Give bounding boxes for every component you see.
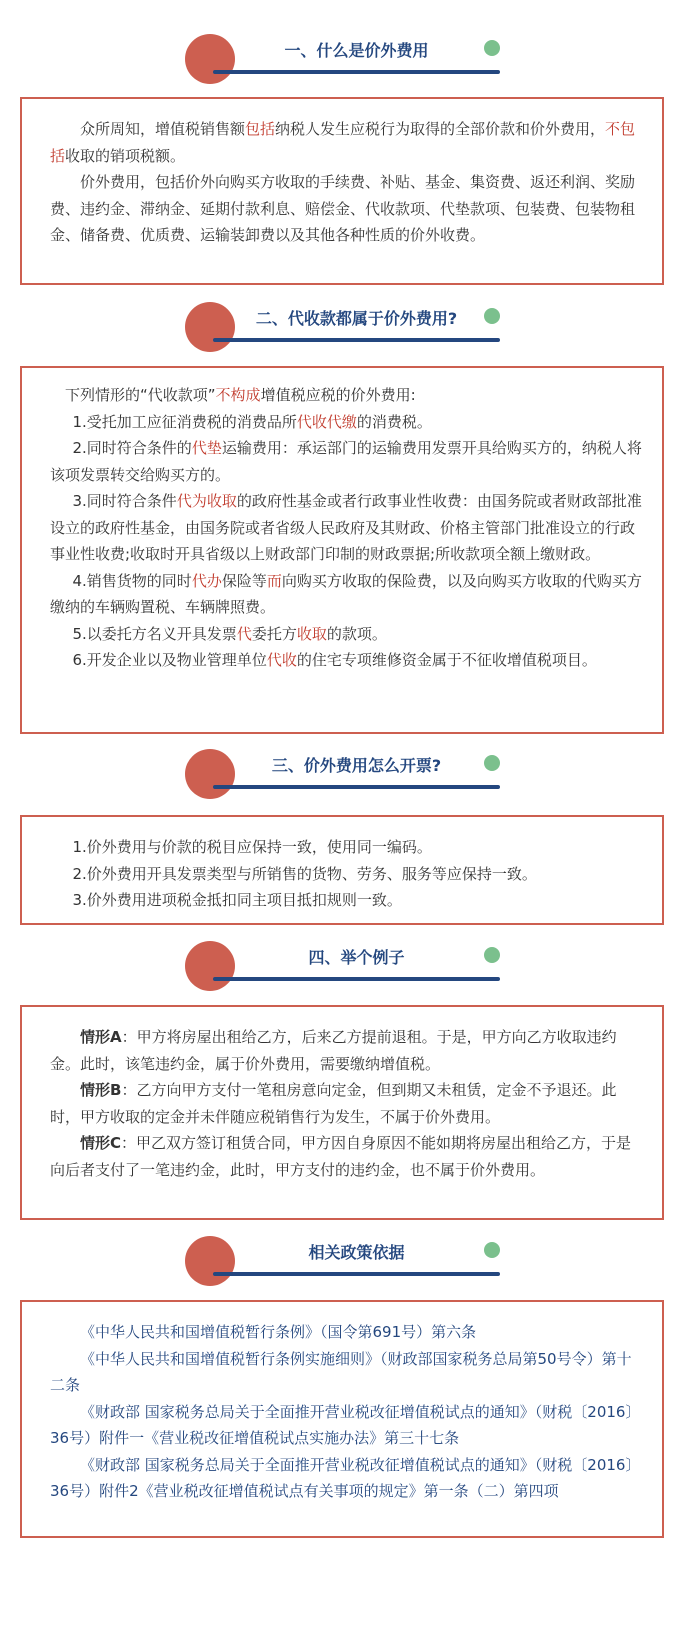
underline-decoration	[213, 977, 500, 981]
section-1-title: 一、什么是价外费用	[284, 41, 429, 60]
list-item: 3.价外费用进项税金抵扣同主项目抵扣规则一致。	[72, 891, 402, 909]
list-item: 3.同时符合条件代为收取的政府性基金或者行政事业性收费：由国务院或者财政部批准设立的政府性基金，由国务院或者省级人民政府及其财政、价格主管部门批准设立的行政事业性收费;收取时开具省级以上财政部门印制的财政票据;所收款项全额上缴财政。	[50, 492, 642, 563]
policy-reference: 《财政部 国家税务总局关于全面推开营业税改征增值税试点的通知》（财税〔2016〕36号）附件一《营业税改征增值税试点实施办法》第三十七条	[50, 1402, 641, 1447]
list-item: 1.受托加工应征消费税的消费品所代收代缴的消费税。	[72, 412, 432, 431]
paragraph: 众所周知，增值税销售额包括纳税人发生应税行为取得的全部价款和价外费用，不包括收取的销项税额。	[50, 120, 636, 165]
section-1-content	[20, 97, 664, 285]
case-a: 情形A：甲方将房屋出租给乙方，后来乙方提前退租。于是，甲方向乙方收取违约金。此时，该笔违约金，属于价外费用，需要缴纳增值税。	[50, 1028, 617, 1073]
list-item: 6.开发企业以及物业管理单位代收的住宅专项维修资金属于不征收增值税项目。	[72, 651, 597, 669]
section-5-title: 相关政策依据	[308, 1243, 405, 1262]
section-2-title: 二、代收款都属于价外费用?	[255, 309, 458, 328]
policy-reference: 《中华人民共和国增值税暂行条例》（国令第691号）第六条	[80, 1323, 477, 1341]
underline-decoration	[213, 338, 500, 342]
list-item: 5.以委托方名义开具发票代委托方收取的款项。	[72, 624, 387, 643]
section-5-content	[20, 1300, 664, 1538]
underline-decoration	[213, 1272, 500, 1276]
list-item: 4.销售货物的同时代办保险等而向购买方收取的保险费，以及向购买方收取的代购买方缴纳的车辆购置税、车辆牌照费。	[50, 571, 642, 616]
underline-decoration	[213, 70, 500, 74]
section-3-header	[0, 745, 684, 809]
case-b: 情形B：乙方向甲方支付一笔租房意向定金，但到期又未租赁，定金不予退还。此时，甲方收取的定金并未伴随应税销售行为发生，不属于价外费用。	[50, 1081, 617, 1126]
section-2-header	[0, 298, 684, 362]
section-4-title: 四、举个例子	[308, 948, 405, 967]
list-item: 2.同时符合条件的代垫运输费用：承运部门的运输费用发票开具给购买方的，纳税人将该项发票转交给购买方的。	[50, 439, 642, 484]
section-3-content	[20, 815, 664, 925]
section-3-title: 三、价外费用怎么开票?	[271, 756, 442, 775]
list-intro: 下列情形的“代收款项”不构成增值税应税的价外费用:	[65, 386, 416, 404]
list-item: 2.价外费用开具发票类型与所销售的货物、劳务、服务等应保持一致。	[72, 864, 537, 883]
section-4-header	[0, 937, 684, 1001]
policy-reference: 《中华人民共和国增值税暂行条例实施细则》（财政部国家税务总局第50号令）第十二条	[50, 1349, 632, 1394]
section-4-content	[20, 1005, 664, 1220]
section-1-header	[0, 30, 684, 94]
section-5-header	[0, 1232, 684, 1296]
paragraph: 价外费用，包括价外向购买方收取的手续费、补贴、基金、集资费、返还利润、奖励费、违约金、滞纳金、延期付款利息、赔偿金、代收款项、代垫款项、包装费、包装物租金、储备费、优质费、运输装卸费以及其他各种性质的价外收费。	[50, 173, 636, 244]
underline-decoration	[213, 785, 500, 789]
section-2-content	[20, 366, 664, 734]
list-item: 1.价外费用与价款的税目应保持一致，使用同一编码。	[72, 838, 432, 856]
case-c: 情形C：甲乙双方签订租赁合同，甲方因自身原因不能如期将房屋出租给乙方，于是向后者支付了一笔违约金，此时，甲方支付的违约金，也不属于价外费用。	[50, 1134, 632, 1179]
policy-reference: 《财政部 国家税务总局关于全面推开营业税改征增值税试点的通知》（财税〔2016〕36号）附件2《营业税改征增值税试点有关事项的规定》第一条（二）第四项	[50, 1455, 641, 1500]
